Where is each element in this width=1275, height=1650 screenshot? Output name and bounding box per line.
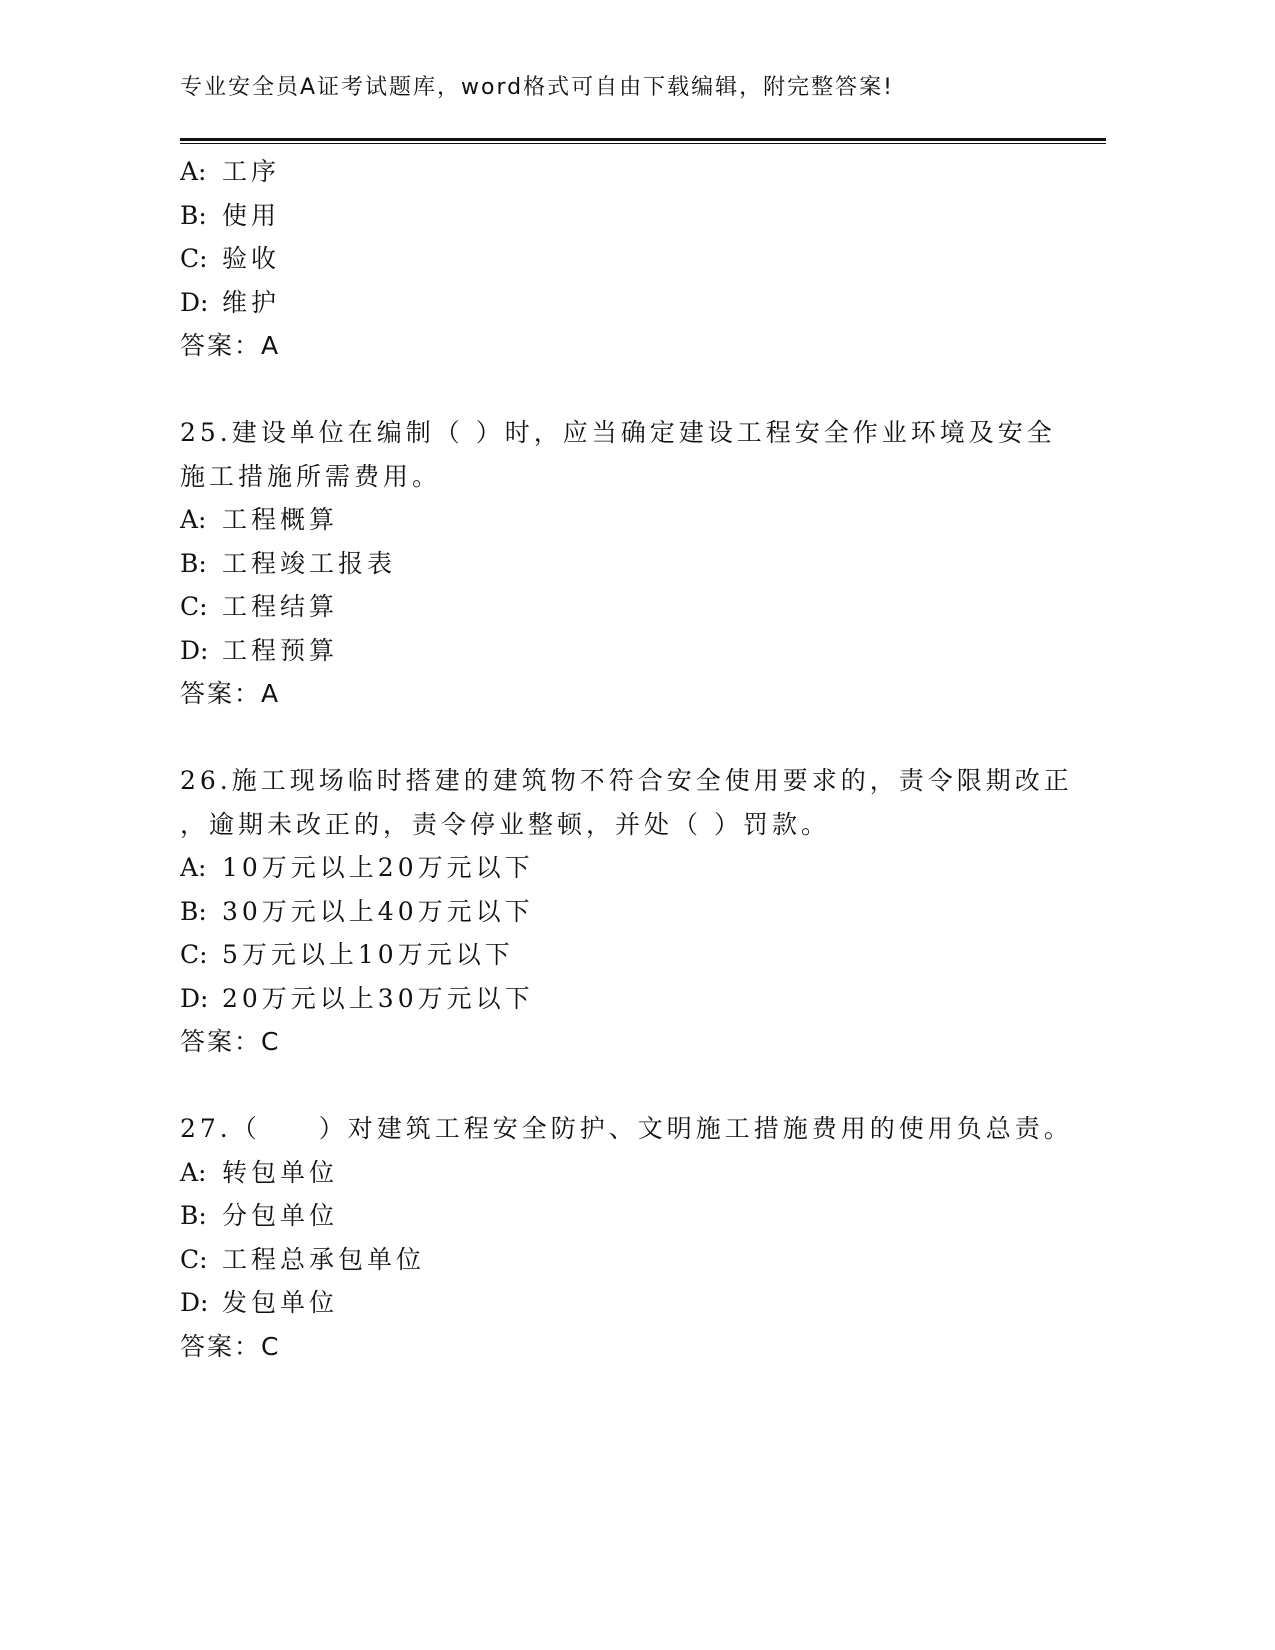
option-text: 验收	[222, 244, 281, 273]
option-letter: D:	[180, 983, 209, 1013]
option-text: 5万元以上10万元以下	[222, 940, 514, 969]
option-text: 10万元以上20万元以下	[222, 853, 534, 882]
option-text: 维护	[222, 287, 281, 317]
option-c	[180, 1238, 1080, 1282]
question-stem-continued: 施工措施所需费用。	[180, 461, 442, 491]
option-text: 转包单位	[222, 1157, 339, 1187]
question-stem: 26.施工现场临时搭建的建筑物不符合安全使用要求的，责令限期改正	[180, 766, 1073, 795]
answer-line: 答案：A	[180, 331, 281, 360]
option-text: 工程概算	[222, 505, 339, 534]
option-d	[180, 1281, 1080, 1325]
header-divider-thick	[180, 138, 1106, 141]
option-letter: A:	[180, 505, 207, 534]
option-text: 工程竣工报表	[222, 548, 397, 578]
option-b	[180, 194, 1080, 238]
option-letter: D:	[180, 287, 209, 317]
header-divider-thin	[180, 143, 1106, 144]
spacer	[180, 716, 1080, 760]
option-a	[180, 498, 1080, 542]
answer-line: 答案：C	[180, 1027, 281, 1056]
option-a	[180, 150, 1080, 194]
option-letter: C:	[180, 244, 208, 273]
option-letter: B:	[180, 1201, 207, 1230]
option-text: 20万元以上30万元以下	[222, 983, 534, 1013]
option-b	[180, 542, 1080, 586]
question-stem: 25.建设单位在编制（ ）时，应当确定建设工程安全作业环境及安全	[180, 418, 1056, 447]
option-text: 工序	[222, 157, 281, 186]
answer-line: 答案：C	[180, 1331, 281, 1361]
option-b	[180, 890, 1080, 934]
spacer	[180, 368, 1080, 412]
option-letter: D:	[180, 635, 209, 665]
option-letter: C:	[180, 940, 208, 969]
question-block-26	[180, 759, 1080, 1064]
option-letter: A:	[180, 853, 207, 882]
option-letter: C:	[180, 1244, 208, 1274]
option-letter: B:	[180, 896, 207, 926]
question-block-27	[180, 1107, 1080, 1368]
option-text: 使用	[222, 200, 281, 230]
question-stem: 27.（ ）对建筑工程安全防护、文明施工措施费用的使用负总责。	[180, 1114, 1073, 1143]
option-c	[180, 237, 1080, 281]
spacer	[180, 1064, 1080, 1108]
option-letter: D:	[180, 1288, 209, 1317]
page-header-title: 专业安全员A证考试题库，word格式可自由下载编辑，附完整答案!	[180, 75, 894, 100]
option-text: 30万元以上40万元以下	[222, 896, 534, 926]
option-d	[180, 281, 1080, 325]
option-letter: A:	[180, 157, 207, 186]
option-a	[180, 846, 1080, 890]
option-text: 工程预算	[222, 635, 339, 665]
option-c	[180, 585, 1080, 629]
question-stem-continued: ，逾期未改正的，责令停业整顿，并处（ ）罚款。	[180, 809, 830, 839]
answer-line: 答案：A	[180, 679, 281, 708]
option-text: 工程结算	[222, 592, 339, 621]
question-list	[180, 150, 1080, 1368]
question-block-prev	[180, 150, 1080, 368]
option-letter: B:	[180, 548, 207, 578]
option-text: 分包单位	[222, 1201, 339, 1230]
option-letter: C:	[180, 592, 208, 621]
question-block-25	[180, 411, 1080, 716]
option-text: 工程总承包单位	[222, 1244, 426, 1274]
option-b	[180, 1194, 1080, 1238]
option-letter: B:	[180, 200, 207, 230]
option-text: 发包单位	[222, 1288, 339, 1317]
option-d	[180, 629, 1080, 673]
option-c	[180, 933, 1080, 977]
option-letter: A:	[180, 1157, 207, 1187]
option-d	[180, 977, 1080, 1021]
option-a	[180, 1151, 1080, 1195]
